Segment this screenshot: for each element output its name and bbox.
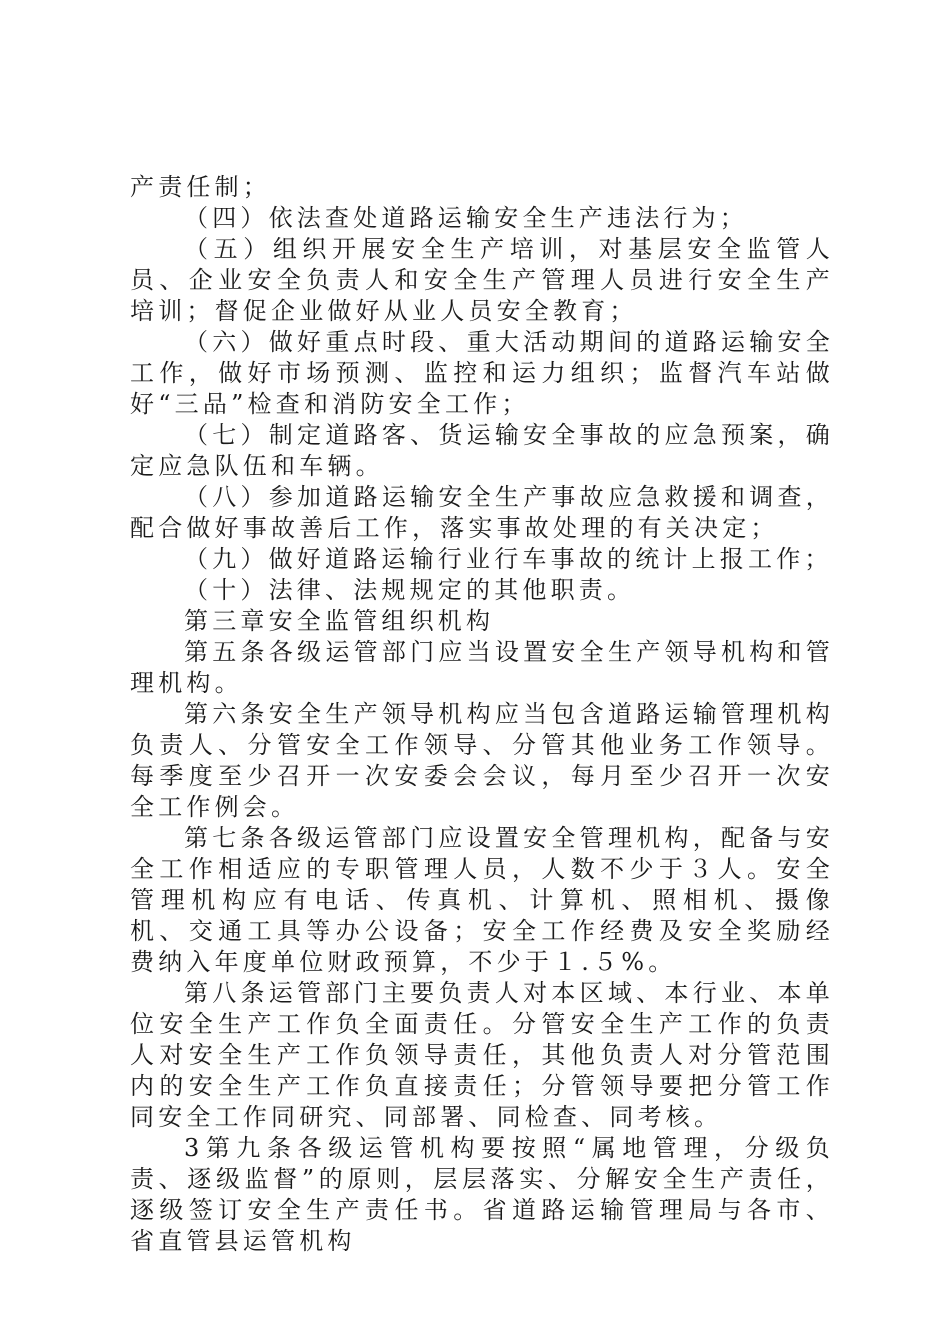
chapter-heading: 第三章安全监管组织机构 [184,607,495,635]
paragraph-item-10: （十）法律、法规规定的其他职责。 [184,576,636,604]
paragraph-item-5: （五）组织开展安全生产培训，对基层安全监管人员、企业安全负责人和安全生产管理人员进行安全生产培训；督促企业做好从业人员安全教育； [130,235,834,325]
article-6: 第六条安全生产领导机构应当包含道路运输管理机构负责人、分管安全工作领导、分管其他业务工作领导。每季度至少召开一次安委会会议，每月至少召开一次安全工作例会。 [130,700,834,821]
article-9: 3第九条各级运管机构要按照“属地管理，分级负责、逐级监督”的原则，层层落实、分解安全生产责任，逐级签订安全生产责任书。省道路运输管理局与各市、省直管县运管机构 [130,1134,834,1255]
document-body [130,172,834,1257]
paragraph-item-4: （四）依法查处道路运输安全生产违法行为； [184,204,748,232]
article-8: 第八条运管部门主要负责人对本区域、本行业、本单位安全生产工作负全面责任。分管安全生产工作的负责人对安全生产工作负领导责任，其他负责人对分管范围内的安全生产工作负直接责任；分管领导要把分管工作同安全工作同研究、同部署、同检查、同考核。 [130,979,834,1131]
paragraph-item-6: （六）做好重点时段、重大活动期间的道路运输安全工作，做好市场预测、监控和运力组织；监督汽车站做好“三品”检查和消防安全工作； [130,328,834,418]
article-5: 第五条各级运管部门应当设置安全生产领导机构和管理机构。 [130,638,834,697]
article-7: 第七条各级运管部门应设置安全管理机构，配备与安全工作相适应的专职管理人员，人数不少于３人。安全管理机构应有电话、传真机、计算机、照相机、摄像机、交通工具等办公设备；安全工作经费及安全奖励经费纳入年度单位财政预算，不少于１.５%。 [130,824,834,976]
paragraph-item-8: （八）参加道路运输安全生产事故应急救援和调查，配合做好事故善后工作，落实事故处理的有关决定； [130,483,834,542]
paragraph-item-7: （七）制定道路客、货运输安全事故的应急预案，确定应急队伍和车辆。 [130,421,834,480]
paragraph-item-9: （九）做好道路运输行业行车事故的统计上报工作； [184,545,833,573]
paragraph-continuation: 产责任制； [130,173,271,201]
